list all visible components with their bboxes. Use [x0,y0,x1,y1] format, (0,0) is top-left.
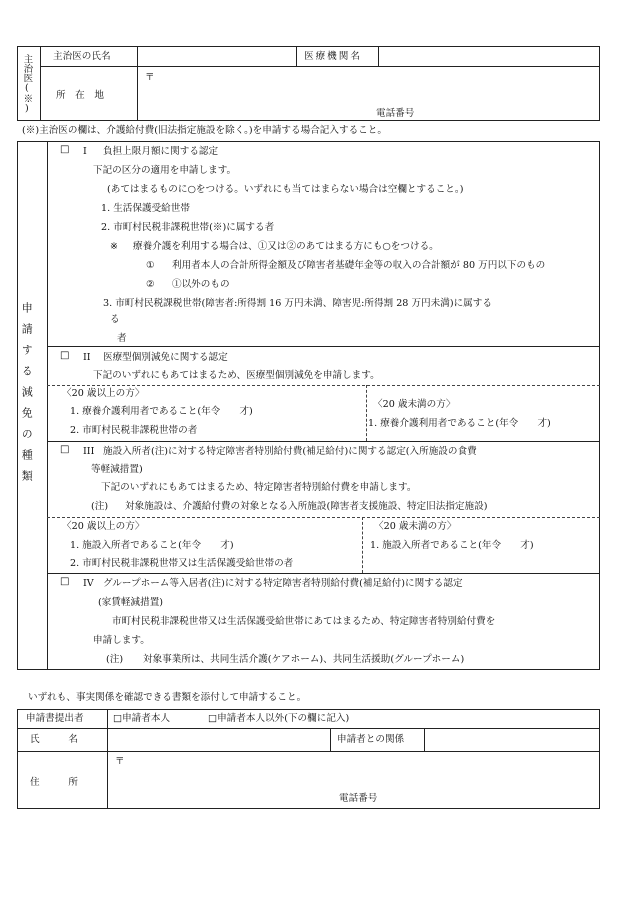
item1-checkbox[interactable]: □ [60,144,70,155]
footer-note: いずれも、事実関係を確認できる書類を添付して申請すること。 [28,692,307,703]
item4-title: グループホーム等入居者(注)に対する特定障害者特別給付費(補足給付)に関する認定 [103,578,463,589]
item1-sub2-mark[interactable]: ② [146,279,155,290]
item1-option2[interactable]: 2. 市町村民税非課税世帯(※)に属する者 [101,222,275,233]
item1-sub2-text: ①以外のもの [172,279,230,290]
item1-option3-cont2: 者 [117,333,127,344]
applicant-name-field[interactable] [110,730,327,749]
item3-left2: 2. 市町村民税非課税世帯又は生活保護受給世帯の者 [70,558,294,569]
item3-note-text: 対象施設は、介護給付費の対象となる入所施設(障害者支援施設、特定旧法指定施設) [125,501,488,512]
item1-note-text: 療養介護を利用する場合は、①又は②のあてはまる方にも○をつける。 [133,241,439,252]
item1-sub1-mark[interactable]: ① [146,260,155,271]
item4-line2: 申請します。 [93,635,150,646]
item4-line1: 市町村民税非課税世帯又は生活保護受給世帯にあてはまるため、特定障害者特別給付費を [112,616,496,627]
relation-label: 申請者との関係 [337,734,405,745]
item2-left-header: 〈20 歳以上の方〉 [62,388,145,399]
item3-right-header: 〈20 歳未満の方〉 [374,521,457,532]
item3-title2: 等軽減措置) [91,464,143,475]
applicant-postal-mark: 〒 [115,756,125,767]
doctor-address-label: 所 在 地 [56,90,104,101]
item1-note-mark: ※ [110,241,119,252]
item1-numeral: I [83,146,87,157]
item2-line1: 下記のいずれにもあてはまるため、医療型個別減免を申請します。 [93,370,380,381]
item1-line1: 下記の区分の適用を申請します。 [93,165,237,176]
doctor-postal-mark: 〒 [145,72,155,83]
item3-left-header: 〈20 歳以上の方〉 [62,521,145,532]
item1-line2: (あてはまるものに○をつける。いずれにも当てはまらない場合は空欄とすること。) [107,184,464,195]
item2-numeral: II [83,352,91,363]
item2-checkbox[interactable]: □ [60,350,70,361]
item1-option3[interactable]: 3. 市町村民税課税世帯(障害者:所得割 16 万円未満、障害児:所得割 28 万円未満)に属する [103,298,492,309]
item3-checkbox[interactable]: □ [60,444,70,455]
item1-option1[interactable]: 1. 生活保護受給世帯 [101,203,190,214]
doctor-note: (※)主治医の欄は、介護給付費(旧法指定施設を除く。)を申請する場合記入すること。 [22,125,387,136]
item4-checkbox[interactable]: □ [60,576,70,587]
item3-numeral: III [83,446,95,457]
reduction-side-label: 申請する減免の種類 [20,302,34,491]
item3-line1: 下記のいずれにもあてはまるため、特定障害者特別給付費を申請します。 [101,482,417,493]
item3-note-mark: (注) [91,501,109,512]
doctor-address-field[interactable] [140,68,597,118]
item3-left1: 1. 施設入所者であること(年令 才) [70,540,234,551]
item3-right1: 1. 施設入所者であること(年令 才) [370,540,534,551]
relation-field[interactable] [427,730,597,749]
item1-title: 負担上限月額に関する認定 [103,146,219,157]
item2-right-header: 〈20 歳未満の方〉 [373,399,456,410]
item4-numeral: IV [83,578,94,589]
submitter-option-other[interactable]: □申請者本人以外(下の欄に記入) [208,713,350,724]
item4-note-text: 対象事業所は、共同生活介護(ケアホーム)、共同生活援助(グループホーム) [143,654,465,665]
institution-label: 医療機関名 [304,51,362,62]
applicant-address-label: 住 所 [30,777,78,788]
item4-title2: (家賃軽減措置) [98,597,164,608]
item2-title: 医療型個別減免に関する認定 [103,352,228,363]
item4-note-mark: (注) [106,654,124,665]
item2-right1: 1. 療養介護利用者であること(年令 才) [368,418,551,429]
applicant-name-label: 氏 名 [30,734,78,745]
item3-title: 施設入所者(注)に対する特定障害者特別給付費(補足給付)に関する認定(入所施設の食費 [103,446,477,457]
item2-left1: 1. 療養介護利用者であること(年令 才) [70,406,253,417]
applicant-phone-label: 電話番号 [339,793,378,804]
doctor-side-label: 主治医(※) [21,54,33,114]
item1-sub1-text: 利用者本人の合計所得金額及び障害者基礎年金等の収入の合計額が 80 万円以下のもの [172,260,546,271]
doctor-name-field[interactable] [140,48,293,64]
doctor-phone-label: 電話番号 [376,108,415,119]
item1-option3-cont: る [110,314,120,325]
item2-left2: 2. 市町村民税非課税世帯の者 [70,425,198,436]
institution-field[interactable] [381,48,597,64]
submitter-option-self[interactable]: □申請者本人 [113,713,171,724]
doctor-name-label: 主治医の氏名 [53,51,111,62]
submitter-label: 申請書提出者 [26,713,84,724]
